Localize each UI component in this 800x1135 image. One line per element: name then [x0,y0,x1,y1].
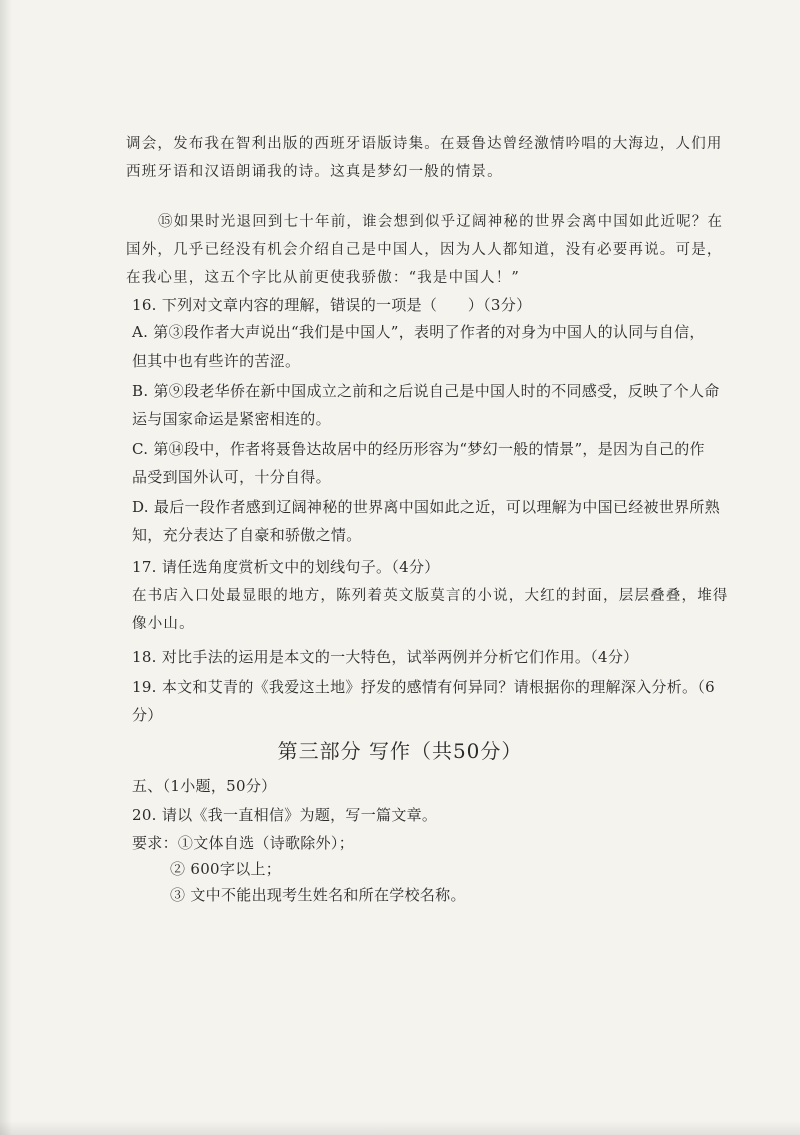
q20-requirement-1: 要求：①文体自选（诗歌除外）； [132,834,355,852]
passage-p15-line3: 在我心里，这五个字比从前更使我骄傲：“我是中国人！” [126,270,521,286]
q20-stem: 20. 请以《我一直相信》为题，写一篇文章。 [132,806,438,824]
q19-stem-line2: 分） [132,706,163,724]
part3-section-header: 五、（1小题，50分） [132,777,277,795]
q20-requirement-2: ② 600字以上； [170,860,282,878]
q17-quote-line2: 像小山。 [132,616,195,632]
q17-stem: 17. 请任选角度赏析文中的划线句子。（4分） [132,558,440,576]
passage-p14-line2: 西班牙语和汉语朗诵我的诗。这真是梦幻一般的情景。 [126,164,503,180]
q16-option-b-line2: 运与国家命运是紧密相连的。 [132,410,331,428]
q16-option-a-line1: A. 第③段作者大声说出“我们是中国人”，表明了作者的对身为中国人的认同与自信， [132,323,705,341]
q16-option-c-line2: 品受到国外认可，十分自得。 [132,468,331,486]
q16-option-d-line1: D. 最后一段作者感到辽阔神秘的世界离中国如此之近，可以理解为中国已经被世界所熟 [132,498,721,516]
q16-option-d-line2: 知，充分表达了自豪和骄傲之情。 [132,526,362,544]
q19-stem-line1: 19. 本文和艾青的《我爱这土地》抒发的感情有何异同？请根据你的理解深入分析。（6 [132,678,715,696]
passage-p15-line1: ⑮如果时光退回到七十年前，谁会想到似乎辽阔神秘的世界会离中国如此近呢？在 [158,214,724,230]
q20-requirement-3: ③ 文中不能出现考生姓名和所在学校名称。 [170,886,466,904]
q18-stem: 18. 对比手法的运用是本文的一大特色，试举两例并分析它们作用。（4分） [132,648,639,666]
scan-edge-shadow [0,0,12,1135]
scan-bottom-shadow [0,1121,800,1135]
part3-title: 第三部分 写作（共50分） [277,739,523,763]
passage-p14-line1: 调会，发布我在智利出版的西班牙语版诗集。在聂鲁达曾经激情吟唱的大海边，人们用 [126,136,723,152]
q16-stem: 16. 下列对文章内容的理解，错误的一项是（ ）（3分） [132,296,532,314]
q16-option-a-line2: 但其中也有些许的苦涩。 [132,352,301,370]
q16-option-b-line1: B. 第⑨段老华侨在新中国成立之前和之后说自己是中国人时的不同感受，反映了个人命 [132,382,720,400]
passage-p15-line2: 国外，几乎已经没有机会介绍自己是中国人，因为人人都知道，没有必要再说。可是， [126,242,723,258]
q17-quote-line1: 在书店入口处最显眼的地方，陈列着英文版莫言的小说，大红的封面，层层叠叠，堆得 [132,588,729,604]
q16-option-c-line1: C. 第⑭段中，作者将聂鲁达故居中的经历形容为“梦幻一般的情景”，是因为自己的作 [132,440,705,458]
